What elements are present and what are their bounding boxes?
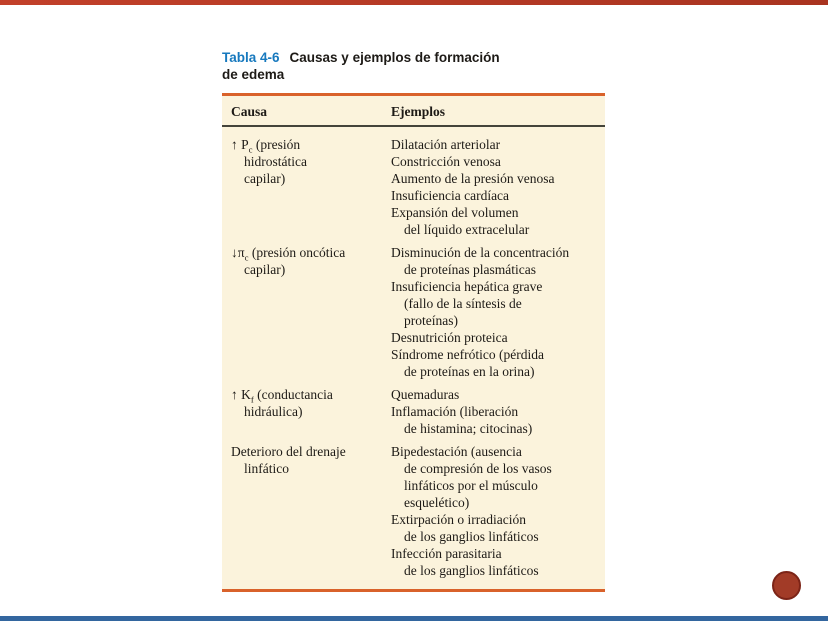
cause-line: ↑ $K_f$ (conductancia <box>231 387 333 405</box>
example-line: Bipedestación (ausencia <box>391 444 522 459</box>
examples-cell <box>391 443 596 579</box>
table-row <box>231 443 596 579</box>
cause-line: Deterioro del drenaje <box>231 444 346 459</box>
examples-cell <box>391 136 596 238</box>
cause-cell <box>231 136 391 238</box>
cause-line: capilar) <box>244 262 286 277</box>
example-line: de los ganglios linfáticos <box>404 563 539 578</box>
example-line: Disminución de la concentración <box>391 245 570 260</box>
table-row <box>231 136 596 238</box>
bottom-accent-bar <box>0 616 828 621</box>
cause-cell <box>231 386 391 437</box>
examples-cell <box>391 386 596 437</box>
example-line: Insuficiencia cardíaca <box>391 188 510 203</box>
example-line: del líquido extracelular <box>404 222 530 237</box>
top-accent-bar <box>0 0 828 5</box>
example-line: Desnutrición proteica <box>391 330 508 345</box>
cause-line: $↓\pi_c$ (presión oncótica <box>231 245 346 263</box>
red-circle-decoration <box>772 571 801 600</box>
cause-line: hidrostática <box>244 154 307 169</box>
cause-cell <box>231 244 391 380</box>
example-line: Extirpación o irradiación <box>391 512 526 527</box>
example-line: Constricción venosa <box>391 154 501 169</box>
cause-line: capilar) <box>244 171 286 186</box>
examples-cell <box>391 244 596 380</box>
example-line: de los ganglios linfáticos <box>404 529 539 544</box>
example-line: Inflamación (liberación <box>391 404 519 419</box>
example-line: Insuficiencia hepática grave <box>391 279 543 294</box>
table-body <box>222 127 605 589</box>
table-number-label: Tabla 4-6 <box>222 50 280 65</box>
table-title <box>222 49 510 83</box>
example-line: Síndrome nefrótico (pérdida <box>391 347 544 362</box>
example-line: de histamina; citocinas) <box>404 421 533 436</box>
example-line: linfáticos por el músculo <box>404 478 538 493</box>
example-line: (fallo de la síntesis de <box>404 296 522 311</box>
example-line: de proteínas en la orina) <box>404 364 535 379</box>
example-line: de compresión de los vasos <box>404 461 552 476</box>
cause-line: ↑ $P_c$ (presión <box>231 137 301 155</box>
cause-cell <box>231 443 391 579</box>
example-line: esquelético) <box>404 495 470 510</box>
table-header-row <box>222 96 605 127</box>
cause-line: hidráulica) <box>244 404 303 419</box>
example-line: Dilatación arteriolar <box>391 137 501 152</box>
column-header-causa: Causa <box>231 104 268 119</box>
column-header-ejemplos: Ejemplos <box>391 104 445 119</box>
example-line: de proteínas plasmáticas <box>404 262 536 277</box>
example-line: Aumento de la presión venosa <box>391 171 555 186</box>
table-figure <box>222 49 605 592</box>
cause-line: linfático <box>244 461 289 476</box>
example-line: proteínas) <box>404 313 458 328</box>
example-line: Infección parasitaria <box>391 546 502 561</box>
example-line: Quemaduras <box>391 387 460 402</box>
edema-table <box>222 93 605 592</box>
example-line: Expansión del volumen <box>391 205 519 220</box>
table-row <box>231 386 596 437</box>
table-row <box>231 244 596 380</box>
table-title-text: Causas y ejemplos de formación de edema <box>222 50 500 82</box>
